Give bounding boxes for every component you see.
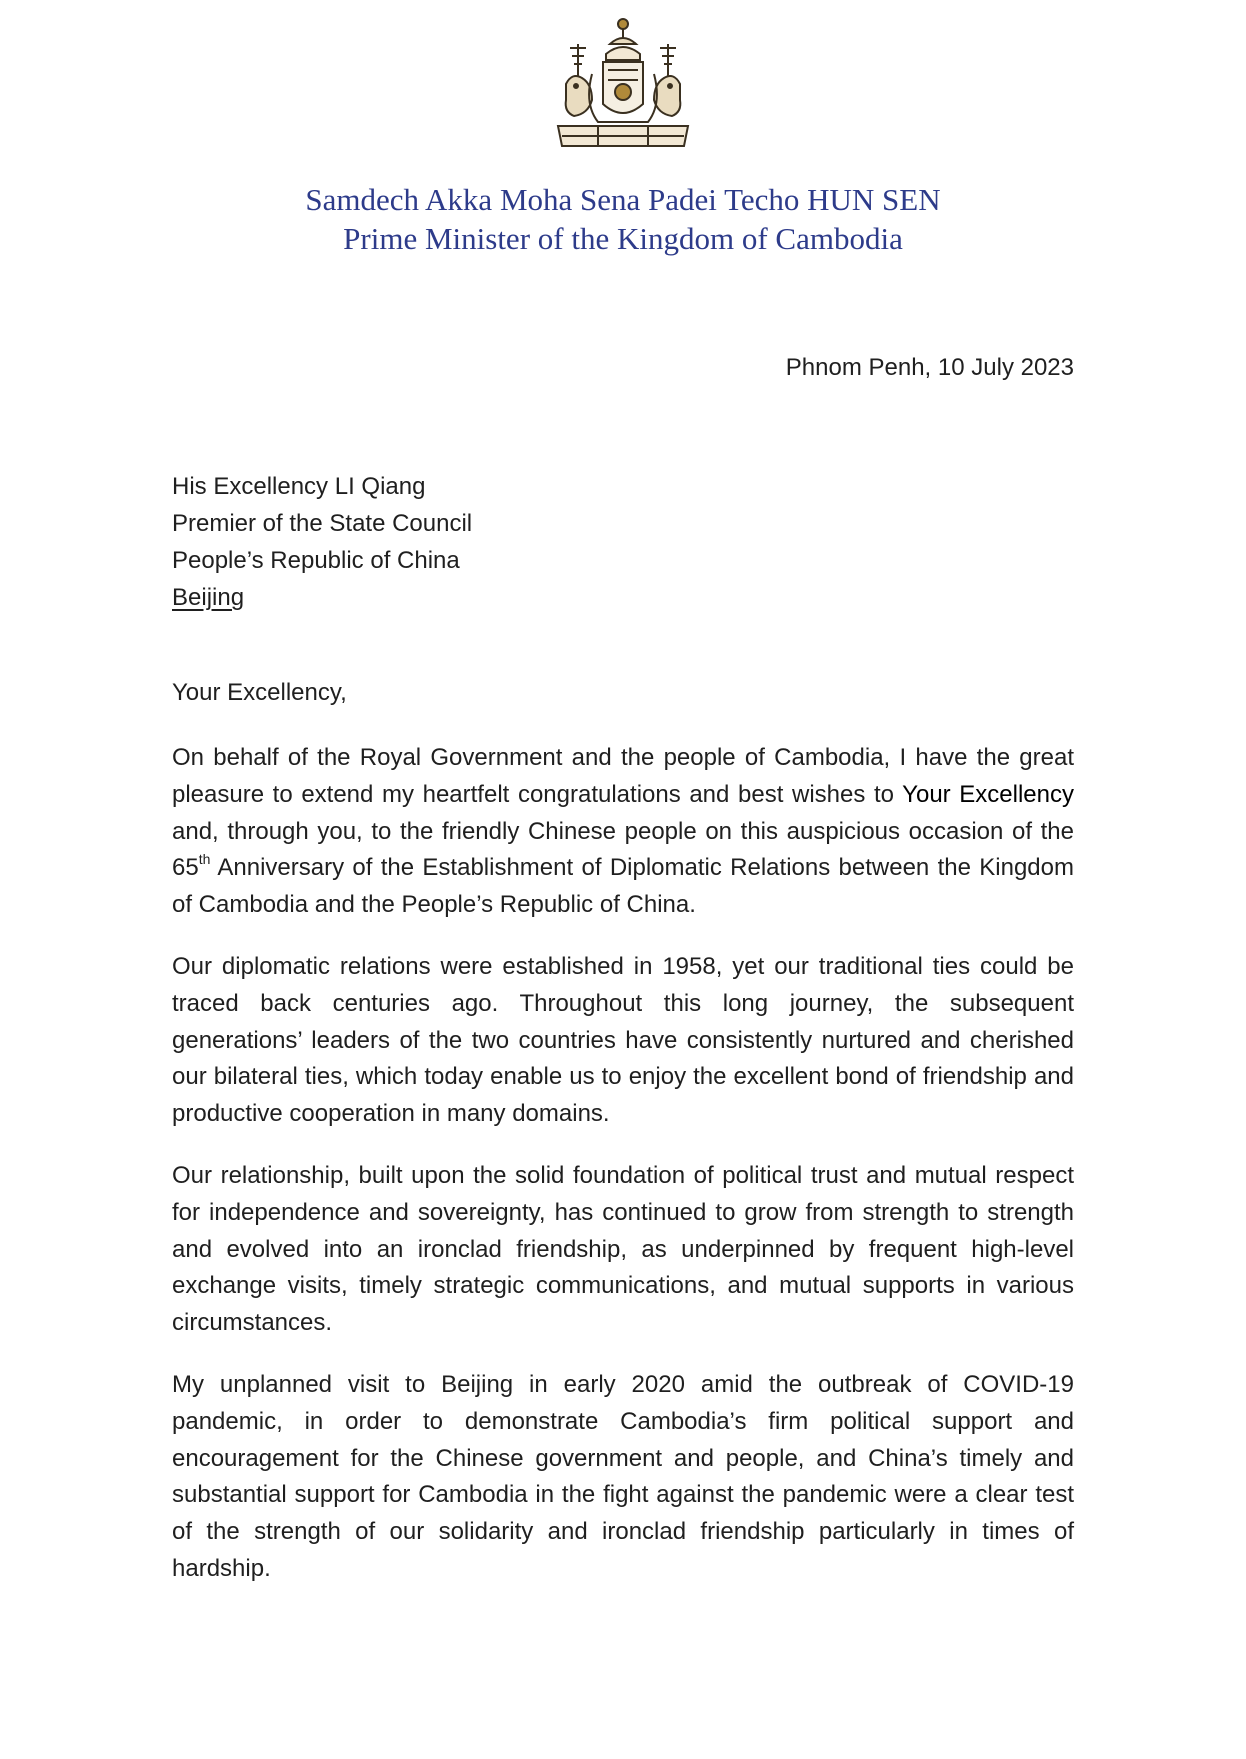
recipient-city: Beijing — [172, 584, 245, 611]
paragraph-4: My unplanned visit to Beijing in early 2020 amid the outbreak of COVID-19 pandemic, in order to demonstrate Cambodia’s firm political support and encouragement for the Chinese government and people, and China’s timely and substantial support for Cambodia in the fight against the pandemic were a clear test of the strength of our solidarity and ironclad friendship particularly in times of hardship. — [172, 1370, 1074, 1582]
recipient-title: Premier of the State Council — [172, 510, 473, 537]
paragraph-1 — [172, 740, 1074, 924]
royal-coat-of-arms-icon — [548, 14, 698, 164]
letterhead — [0, 180, 1246, 258]
paragraph-1-part-b: and, through you, to the friendly Chinese people on this auspicious occasion of the 65 — [172, 817, 1074, 882]
paragraph-1-part-a: On behalf of the Royal Government and the people of Cambodia, I have the great pleasure to extend my heartfelt congratulations and best wishes to — [172, 744, 1074, 808]
sender-title: Prime Minister of the Kingdom of Cambodia — [343, 221, 903, 256]
paragraph-1-part-c: Anniversary of the Establishment of Diplomatic Relations between the Kingdom of Cambodia and the People’s Republic of China. — [172, 854, 1074, 919]
letter-date: Phnom Penh, 10 July 2023 — [785, 354, 1074, 381]
salutation: Your Excellency, — [172, 679, 347, 706]
paragraph-2: Our diplomatic relations were established in 1958, yet our traditional ties could be traced back centuries ago. Throughout this long journey, the subsequent generations’ leaders of the two countries have consistently nurtured and cherished our bilateral ties, which today enable us to enjoy the excellent bond of friendship and productive cooperation in many domains. — [172, 952, 1074, 1128]
sender-name: Samdech Akka Moha Sena Padei Techo HUN SEN — [305, 182, 941, 217]
recipient-block — [172, 468, 472, 616]
paragraph-1-emphasis: Your Excellency — [902, 780, 1074, 808]
paragraph-3: Our relationship, built upon the solid foundation of political trust and mutual respect for independence and sovereignty, has continued to grow from strength to strength and evolved into an ironclad friendship, as underpinned by frequent high-level exchange visits, timely strategic communications, and mutual supports in various circumstances. — [172, 1161, 1074, 1337]
ordinal-superscript: th — [198, 851, 211, 868]
recipient-country: People’s Republic of China — [172, 547, 460, 574]
recipient-name: His Excellency LI Qiang — [172, 473, 426, 500]
letter-body — [172, 740, 1074, 1613]
